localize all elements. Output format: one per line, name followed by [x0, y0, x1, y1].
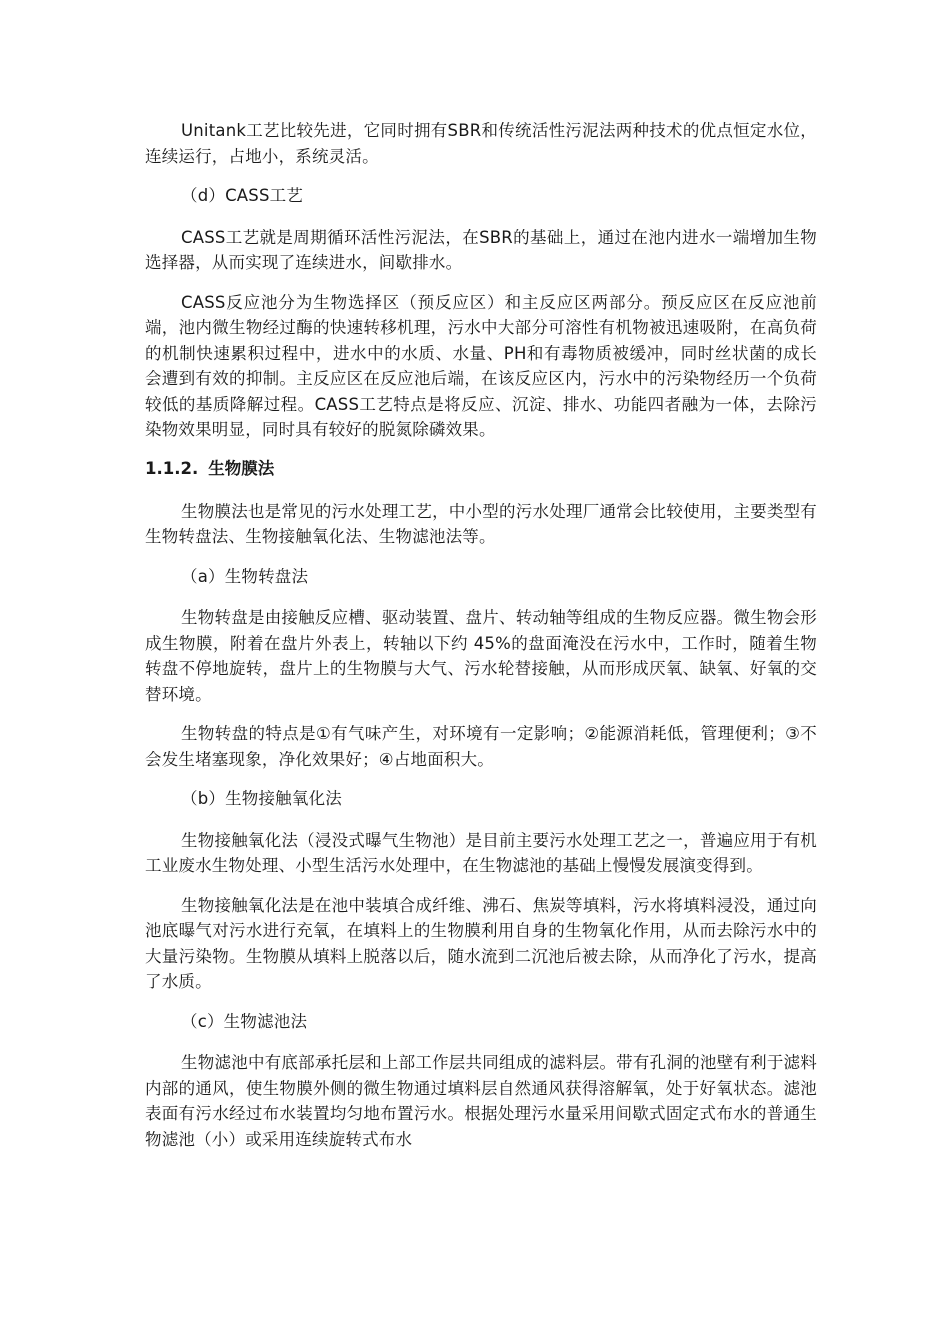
subheading-contact-oxidation: （b）生物接触氧化法: [181, 789, 342, 808]
paragraph-cass-definition: CASS工艺就是周期循环活性污泥法，在SBR的基础上，通过在池内进水一端增加生物选择器，从而实现了连续进水，间歇排水。: [145, 227, 817, 272]
paragraph-biofilm-intro: 生物膜法也是常见的污水处理工艺，中小型的污水处理厂通常会比较使用，主要类型有生物转盘法、生物接触氧化法、生物滤池法等。: [145, 501, 817, 546]
subheading-rotating-disc: （a）生物转盘法: [181, 566, 309, 586]
document-body: [145, 118, 817, 1166]
paragraph-cass-reactor: CASS反应池分为生物选择区（预反应区）和主反应区两部分。预反应区在反应池前端，池内微生物经过酶的快速转移机理，污水中大部分可溶性有机物被迅速吸附，在高负荷的机制快速累积过程中，进水中的水质、水量、PH和有毒物质被缓冲，同时丝状菌的成长会遭到有效的抑制。主反应区在反应池后端，在该反应区内，污水中的污染物经历一个负荷较低的基质降解过程。CASS工艺特点是将反应、沉淀、排水、功能四者融为一体，去除污染物效果明显，同时具有较好的脱氮除磷效果。: [145, 292, 817, 439]
paragraph-rotating-disc-description: 生物转盘是由接触反应槽、驱动装置、盘片、转动轴等组成的生物反应器。微生物会形成生物膜，附着在盘片外表上，转轴以下约 45%的盘面淹没在污水中，工作时，随着生物转盘不停地旋转，盘片上的生物膜与大气、污水轮替接触，从而形成厌氧、缺氧、好氧的交替环境。: [145, 608, 817, 704]
subheading-cass: （d）CASS工艺: [181, 186, 304, 205]
paragraph-contact-oxidation-intro: 生物接触氧化法（浸没式曝气生物池）是目前主要污水处理工艺之一，普遍应用于有机工业废水生物处理、小型生活污水处理中，在生物滤池的基础上慢慢发展演变得到。: [145, 830, 817, 875]
section-number: 1.1.2.: [145, 458, 199, 478]
subheading-biofilter: （c）生物滤池法: [181, 1011, 308, 1031]
paragraph-biofilter-description: 生物滤池中有底部承托层和上部工作层共同组成的滤料层。带有孔洞的池壁有利于滤料内部的通风，使生物膜外侧的微生物通过填料层自然通风获得溶解氧，处于好氧状态。滤池表面有污水经过布水装置均匀地布置污水。根据处理污水量采用间歇式固定式布水的普通生物滤池（小）或采用连续旋转式布水: [145, 1053, 817, 1149]
paragraph-unitank: Unitank工艺比较先进，它同时拥有SBR和传统活性污泥法两种技术的优点恒定水位，连续运行，占地小，系统灵活。: [145, 121, 817, 166]
paragraph-contact-oxidation-process: 生物接触氧化法是在池中装填合成纤维、沸石、焦炭等填料，污水将填料浸没，通过向池底曝气对污水进行充氧，在填料上的生物膜利用自身的生物氧化作用，从而去除污水中的大量污染物。生物膜从填料上脱落以后，随水流到二沉池后被去除，从而净化了污水，提高了水质。: [145, 895, 817, 991]
section-heading-biofilm: [145, 457, 817, 481]
paragraph-rotating-disc-features: 生物转盘的特点是①有气味产生，对环境有一定影响；②能源消耗低，管理便利；③不会发生堵塞现象，净化效果好；④占地面积大。: [145, 724, 817, 769]
section-title: 生物膜法: [208, 458, 275, 478]
